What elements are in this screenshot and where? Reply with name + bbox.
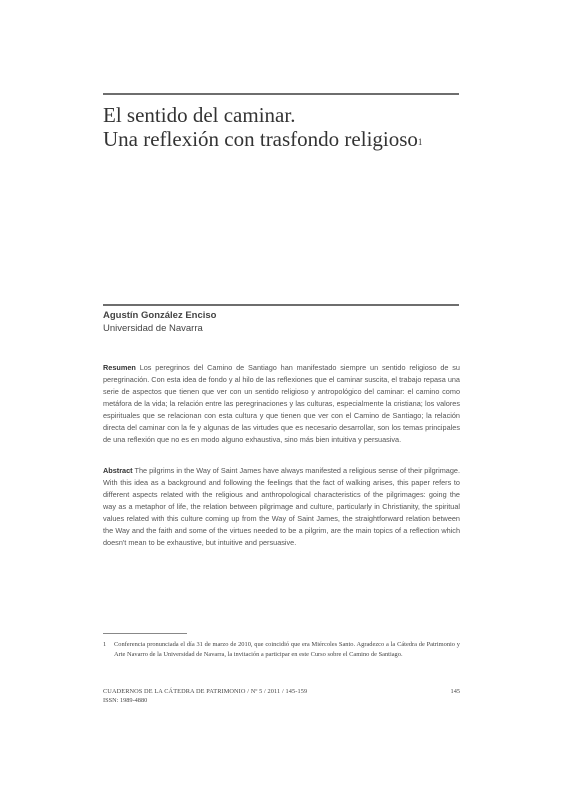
title-top-rule [103, 93, 459, 95]
issn: ISSN: 1989-4880 [103, 697, 148, 704]
author-block [103, 309, 459, 335]
author-affiliation: Universidad de Navarra [103, 323, 203, 334]
footnote-text: Conferencia pronunciada el día 31 de marzo de 2010, que coincidió que era Miércoles Santo. Agradezco a la Cátedra de Patrimonio y Arte Navarro de la Universidad de Navarra, la invitación a participar en este Curso sobre el Camino de Santiago. [114, 641, 460, 658]
footnote [103, 640, 460, 660]
title-footnote-marker[interactable]: 1 [417, 137, 423, 147]
author-top-rule [103, 304, 459, 306]
page-number: 145 [450, 688, 460, 695]
abstract-text: The pilgrims in the Way of Saint James have always manifested a religious sense of their pilgrimage. With this idea as a background and following the feelings that the fact of walking arises, this paper refers to different aspects related with the religious and anthropological characteristics of the pilgrimages: going the way as a metaphor of life, the relation between pilgrimage and culture, particularly in Christianity, the spiritual values related with this culture coming up from the Way of Saint James, the straightforward relation between the Way and the faith and some of the virtues needed to be a pilgrim, are the main topics of a reflection which doesn't mean to be exhaustive, but intuitive and persuasive. [103, 466, 460, 547]
footnote-number: 1 [103, 641, 107, 648]
abstract-label: Abstract [103, 466, 133, 475]
resumen-text: Los peregrinos del Camino de Santiago han manifestado siempre un sentido religioso de su peregrinación. Con esta idea de fondo y al hilo de las reflexiones que el caminar suscita, el trabajo repasa una serie de aspectos que tienen que ver con un sentido religioso y antropológico del caminar: el camino como metáfora de la vida; la relación entre las peregrinaciones y las culturas, especialmente la cristiana; los valores espirituales que se relacionan con esta cultura y que tienen que ver con el Camino de Santiago; la relación directa del caminar con la fe y algunas de las virtudes que es necesario desarrollar, son los temas principales de una reflexión que no es en modo alguno exhaustiva, sino más bien intuitiva y persuasiva. [103, 363, 460, 444]
journal-citation: CUADERNOS DE LA CÁTEDRA DE PATRIMONIO / Nº 5 / 2011 / 145-159 [103, 688, 308, 695]
author-name: Agustín González Enciso [103, 310, 217, 321]
footnote-rule [103, 633, 187, 634]
article-title [103, 103, 463, 151]
resumen-label: Resumen [103, 363, 136, 372]
title-line-2 [103, 127, 463, 151]
abstract-paragraph [103, 465, 460, 549]
title-line-2-text: Una reflexión con trasfondo religioso [103, 127, 418, 151]
resumen-paragraph [103, 362, 460, 446]
title-line-1: El sentido del caminar. [103, 103, 296, 127]
